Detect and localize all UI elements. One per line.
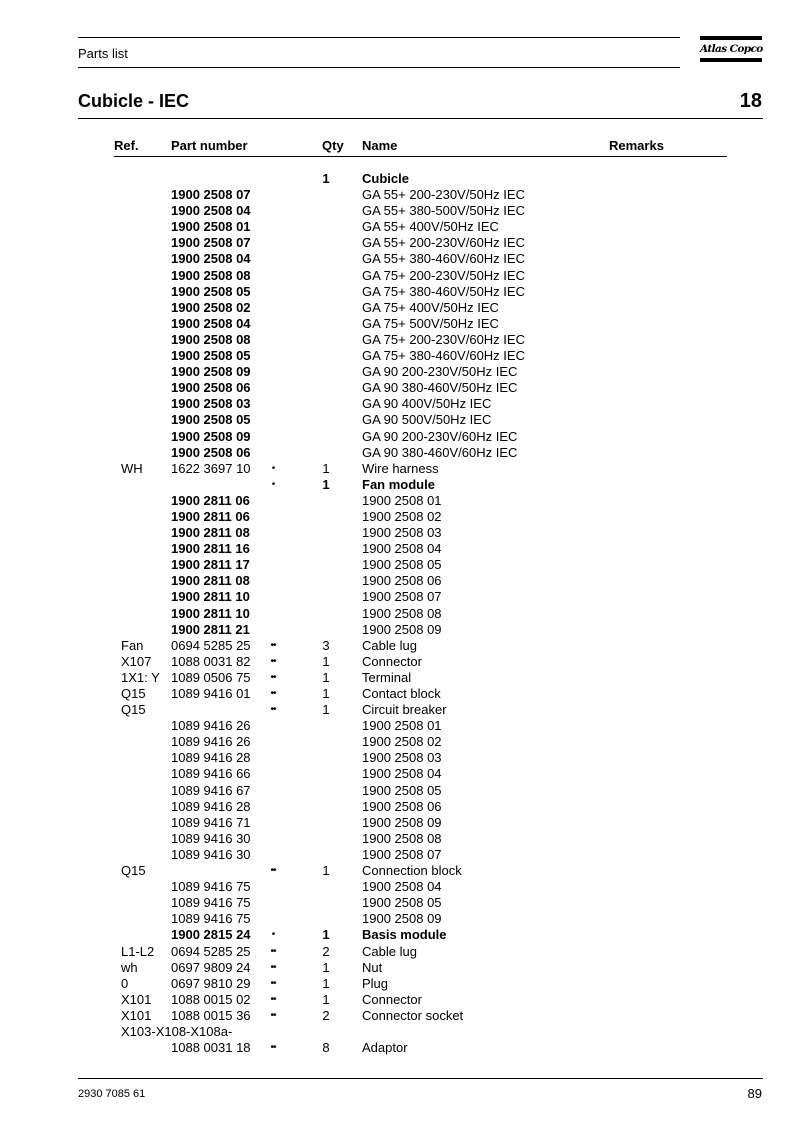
name-cell: 1900 2508 04 (362, 541, 442, 557)
level-mark: •• (270, 655, 276, 667)
part-number-cell: 1900 2811 08 (171, 573, 250, 589)
ref-cell: 1X1: Y (121, 669, 160, 685)
table-row (0, 670, 800, 686)
level-mark: •• (270, 1009, 276, 1021)
name-cell: Wire harness (362, 460, 439, 476)
name-cell: 1900 2508 04 (362, 879, 442, 895)
level-mark: •• (270, 704, 276, 716)
part-number-cell: 1088 0015 02 (171, 991, 251, 1007)
qty-cell: 8 (322, 1040, 330, 1056)
name-cell: 1900 2508 05 (362, 895, 442, 911)
part-number-cell: 1900 2508 04 (171, 203, 251, 219)
part-number-cell: 1089 9416 75 (171, 911, 251, 927)
name-cell: Basis module (362, 927, 447, 943)
table-row (0, 396, 800, 412)
footer-rule (78, 1078, 763, 1079)
qty-cell: 1 (322, 653, 330, 669)
level-mark: • (271, 929, 275, 941)
name-cell: Connector (362, 653, 422, 669)
part-number-cell: 1900 2508 05 (171, 412, 251, 428)
ref-cell: X103-X108-X108a- (121, 1023, 233, 1039)
name-cell: 1900 2508 05 (362, 782, 442, 798)
part-number-cell: 1900 2508 02 (171, 299, 251, 315)
name-cell: 1900 2508 09 (362, 911, 442, 927)
name-cell: GA 55+ 400V/50Hz IEC (362, 219, 499, 235)
table-row (0, 895, 800, 911)
ref-cell: WH (121, 460, 143, 476)
table-row (0, 477, 800, 493)
name-cell: GA 90 200-230V/60Hz IEC (362, 428, 518, 444)
table-row (0, 766, 800, 782)
name-cell: Connector socket (362, 1007, 464, 1023)
name-cell: GA 55+ 200-230V/60Hz IEC (362, 235, 525, 251)
part-number-cell: 1089 9416 26 (171, 734, 251, 750)
table-row (0, 509, 800, 525)
name-cell: Cable lug (362, 943, 417, 959)
table-row (0, 461, 800, 477)
part-number-cell: 1622 3697 10 (171, 460, 251, 476)
part-number-cell: 1089 9416 26 (171, 718, 251, 734)
table-row (0, 541, 800, 557)
table-row (0, 799, 800, 815)
qty-cell: 1 (322, 686, 330, 701)
header-top-rule (78, 37, 680, 38)
name-cell: 1900 2508 09 (362, 814, 442, 830)
level-mark: •• (270, 993, 276, 1005)
level-mark: •• (270, 639, 276, 651)
table-row (0, 316, 800, 332)
part-number-cell: 1900 2811 10 (171, 605, 250, 621)
table-row (0, 380, 800, 396)
ref-cell: Q15 (121, 863, 146, 879)
qty-cell: 1 (322, 959, 330, 975)
name-cell: 1900 2508 02 (362, 734, 442, 750)
name-cell: Circuit breaker (362, 702, 447, 718)
part-number-cell: 1900 2508 05 (171, 283, 251, 299)
name-cell: GA 90 200-230V/50Hz IEC (362, 364, 518, 380)
table-row (0, 348, 800, 364)
name-cell: 1900 2508 06 (362, 573, 442, 589)
table-row (0, 203, 800, 219)
table-row (0, 235, 800, 251)
table-row (0, 251, 800, 267)
name-cell: 1900 2508 01 (362, 718, 442, 734)
part-number-cell: 0694 5285 25 (171, 637, 251, 653)
part-number-cell: 1088 0015 36 (171, 1007, 251, 1023)
part-number-cell: 1900 2508 04 (171, 251, 251, 267)
part-number-cell: 1089 9416 30 (171, 830, 251, 846)
name-cell: 1900 2508 05 (362, 557, 442, 573)
name-cell: 1900 2508 06 (362, 798, 442, 814)
part-number-cell: 0694 5285 25 (171, 943, 251, 959)
ref-cell: X101 (121, 1007, 152, 1023)
part-number-cell: 1089 9416 75 (171, 895, 251, 911)
part-number-cell: 1900 2508 05 (171, 348, 251, 364)
name-cell: 1900 2508 03 (362, 525, 442, 541)
ref-cell: Q15 (121, 686, 146, 701)
name-cell: GA 55+ 380-460V/60Hz IEC (362, 251, 525, 267)
table-row (0, 944, 800, 960)
ref-cell: 0 (121, 975, 129, 991)
ref-cell: wh (121, 959, 138, 975)
column-header-part-number: Part number (171, 138, 248, 153)
ref-cell: X107 (121, 653, 152, 669)
name-cell: Connector (362, 991, 422, 1007)
name-cell: GA 55+ 380-500V/50Hz IEC (362, 203, 525, 219)
column-header-remarks: Remarks (609, 138, 664, 153)
table-row (0, 750, 800, 766)
table-row (0, 863, 800, 879)
table-row (0, 638, 800, 654)
parts-table (0, 171, 800, 1056)
qty-cell: 1 (322, 975, 330, 991)
table-row (0, 364, 800, 380)
part-number-cell: 1089 9416 01 (171, 686, 251, 701)
name-cell: GA 90 380-460V/60Hz IEC (362, 444, 518, 460)
part-number-cell: 1900 2811 10 (171, 589, 250, 605)
column-header-ref: Ref. (114, 138, 139, 153)
part-number-cell: 1089 9416 75 (171, 879, 251, 895)
part-number-cell: 1089 9416 67 (171, 782, 251, 798)
table-row (0, 332, 800, 348)
name-cell: GA 75+ 380-460V/60Hz IEC (362, 348, 525, 364)
name-cell: 1900 2508 09 (362, 621, 442, 637)
part-number-cell: 1089 9416 71 (171, 814, 251, 830)
name-cell: GA 75+ 500V/50Hz IEC (362, 315, 499, 331)
part-number-cell: 0697 9810 29 (171, 975, 251, 991)
part-number-cell: 1900 2811 16 (171, 541, 250, 557)
level-mark: •• (270, 977, 276, 989)
table-row (0, 493, 800, 509)
qty-cell: 1 (322, 460, 330, 476)
part-number-cell: 1900 2508 08 (171, 267, 251, 283)
table-row (0, 573, 800, 589)
part-number-cell: 1900 2811 17 (171, 557, 250, 573)
table-row (0, 718, 800, 734)
part-number-cell: 1089 9416 28 (171, 798, 251, 814)
qty-cell: 1 (322, 702, 330, 718)
table-row (0, 960, 800, 976)
table-row (0, 702, 800, 718)
name-cell: GA 90 380-460V/50Hz IEC (362, 380, 518, 396)
qty-cell: 2 (322, 1007, 330, 1023)
name-cell: 1900 2508 03 (362, 750, 442, 766)
part-number-cell: 1900 2508 03 (171, 396, 251, 412)
atlas-copco-logo (700, 36, 762, 66)
name-cell: Nut (362, 959, 383, 975)
name-cell: Adaptor (362, 1040, 408, 1056)
qty-cell: 1 (322, 927, 330, 943)
part-number-cell: 1089 9416 30 (171, 846, 251, 862)
table-row (0, 847, 800, 863)
qty-cell: 1 (322, 669, 330, 685)
page-title: Cubicle - IEC (78, 91, 190, 111)
table-row (0, 622, 800, 638)
table-row (0, 831, 800, 847)
ref-cell: Q15 (121, 702, 146, 718)
table-row (0, 412, 800, 428)
ref-cell: X101 (121, 991, 152, 1007)
name-cell: Contact block (362, 686, 441, 701)
level-mark: •• (270, 688, 276, 699)
table-row (0, 171, 800, 187)
table-row (0, 284, 800, 300)
part-number-cell: 1900 2508 06 (171, 380, 251, 396)
part-number-cell: 1900 2815 24 (171, 927, 251, 943)
part-number-cell: 1900 2811 06 (171, 508, 250, 524)
header-label: Parts list (78, 46, 128, 61)
part-number-cell: 1900 2508 06 (171, 444, 251, 460)
part-number-cell: 1900 2811 08 (171, 525, 250, 541)
table-row (0, 654, 800, 670)
table-row (0, 300, 800, 316)
part-number-cell: 1900 2508 01 (171, 219, 251, 235)
name-cell: 1900 2508 04 (362, 766, 442, 782)
qty-cell: 2 (322, 943, 330, 959)
table-row (0, 927, 800, 943)
ref-cell: Fan (121, 637, 144, 653)
table-row (0, 879, 800, 895)
qty-cell: 1 (322, 171, 330, 186)
table-row (0, 589, 800, 605)
level-mark: •• (270, 961, 276, 973)
column-header-rule (114, 156, 727, 157)
table-row (0, 1024, 800, 1040)
part-number-cell: 1089 9416 66 (171, 766, 251, 782)
table-row (0, 734, 800, 750)
part-number-cell: 0697 9809 24 (171, 959, 251, 975)
name-cell: GA 75+ 200-230V/50Hz IEC (362, 267, 525, 283)
table-row (0, 606, 800, 622)
table-row (0, 1008, 800, 1024)
name-cell: 1900 2508 02 (362, 508, 442, 524)
table-row (0, 783, 800, 799)
table-row (0, 976, 800, 992)
name-cell: 1900 2508 01 (362, 492, 442, 508)
level-mark: • (271, 462, 275, 474)
name-cell: 1900 2508 07 (362, 846, 442, 862)
part-number-cell: 1900 2508 08 (171, 331, 251, 347)
level-mark: •• (270, 1042, 276, 1054)
level-mark: •• (270, 671, 276, 683)
level-mark: •• (270, 865, 276, 877)
table-row (0, 445, 800, 461)
document-number: 2930 7085 61 (78, 1088, 146, 1100)
name-cell: GA 55+ 200-230V/50Hz IEC (362, 187, 525, 203)
qty-cell: 1 (322, 991, 330, 1007)
part-number-cell: 1900 2508 07 (171, 235, 251, 251)
name-cell: Plug (362, 975, 389, 991)
qty-cell: 1 (322, 863, 330, 879)
ref-cell: L1-L2 (121, 943, 155, 959)
column-header-qty: Qty (322, 138, 344, 153)
name-cell: GA 75+ 400V/50Hz IEC (362, 299, 499, 315)
name-cell: Fan module (362, 476, 435, 492)
name-cell: 1900 2508 08 (362, 830, 442, 846)
part-number-cell: 1900 2811 06 (171, 492, 250, 508)
part-number-cell: 1900 2508 09 (171, 428, 251, 444)
table-row (0, 815, 800, 831)
qty-cell: 1 (322, 476, 330, 492)
part-number-cell: 1088 0031 18 (171, 1040, 251, 1056)
name-cell: Connection block (362, 863, 462, 879)
level-mark: • (271, 478, 275, 490)
part-number-cell: 1900 2811 21 (171, 621, 250, 637)
part-number-cell: 1088 0031 82 (171, 653, 251, 669)
part-number-cell: 1089 0506 75 (171, 669, 251, 685)
name-cell: GA 90 400V/50Hz IEC (362, 396, 492, 412)
level-mark: •• (270, 945, 276, 957)
part-number-cell: 1900 2508 07 (171, 187, 251, 203)
table-row (0, 557, 800, 573)
section-number: 18 (739, 90, 762, 112)
table-row (0, 525, 800, 541)
page-number: 89 (747, 1086, 762, 1101)
column-header-name: Name (362, 138, 398, 153)
qty-cell: 3 (322, 637, 330, 653)
table-row (0, 187, 800, 203)
table-row (0, 911, 800, 927)
table-row (0, 268, 800, 284)
name-cell: Terminal (362, 669, 412, 685)
header-bottom-rule (78, 67, 680, 68)
table-row (0, 429, 800, 445)
table-row (0, 1040, 800, 1056)
logo-text: Atlas Copco (700, 43, 763, 55)
name-cell: 1900 2508 07 (362, 589, 442, 605)
name-cell: Cable lug (362, 637, 417, 653)
table-row (0, 992, 800, 1008)
name-cell: GA 90 500V/50Hz IEC (362, 412, 492, 428)
part-number-cell: 1900 2508 09 (171, 364, 251, 380)
table-row (0, 686, 800, 702)
part-number-cell: 1089 9416 28 (171, 750, 251, 766)
title-rule (78, 118, 763, 119)
name-cell: GA 75+ 200-230V/60Hz IEC (362, 331, 525, 347)
name-cell: GA 75+ 380-460V/50Hz IEC (362, 283, 525, 299)
part-number-cell: 1900 2508 04 (171, 315, 251, 331)
name-cell: 1900 2508 08 (362, 605, 442, 621)
name-cell: Cubicle (362, 171, 409, 186)
table-row (0, 219, 800, 235)
